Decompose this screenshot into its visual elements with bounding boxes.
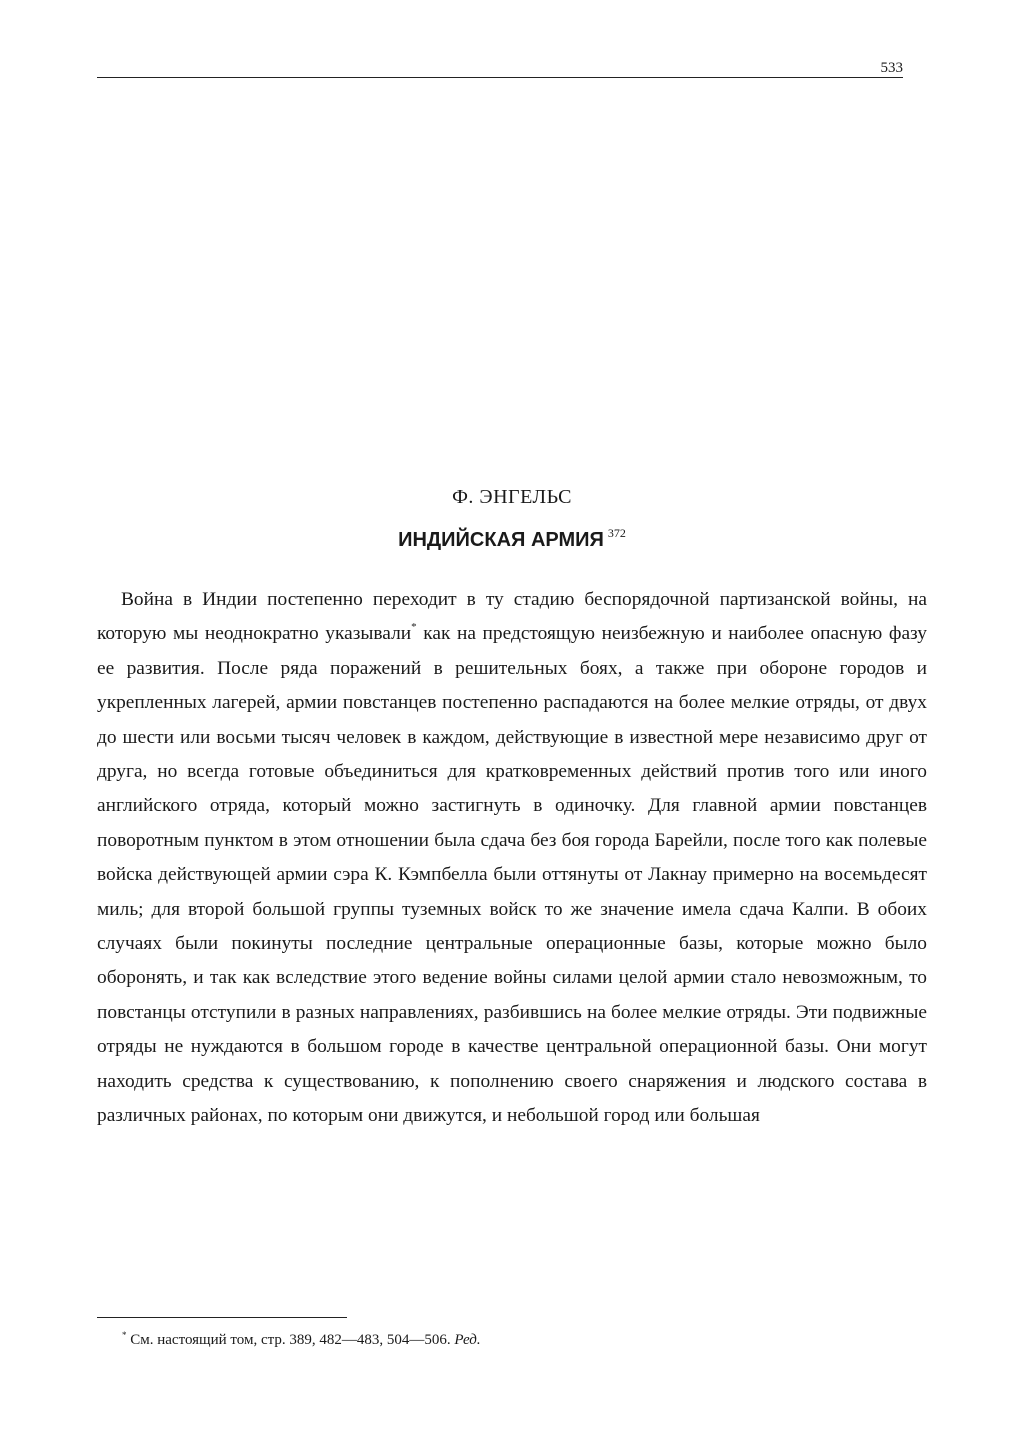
- article-title: ИНДИЙСКАЯ АРМИЯ: [398, 529, 604, 551]
- footnote-rule: [97, 1317, 347, 1318]
- body-text-part-2: как на предстоящую неизбежную и наиболее опасную фазу ее развития. После ряда поражений в решительных боях, а также при обороне городов и укрепленных лагерей, армии повстанцев постепенно распадаются на более мелкие отряды, от двух до шести или восьми тысяч человек в каждом, действующие в известной мере независимо друг от друга, но всегда готовые объединиться для кратковременных действий против того или иного английского отряда, который можно застигнуть в одиночку. Для главной армии повстанцев поворотным пунктом в этом отношении была сдача без боя города Барейли, после того как полевые войска действующей армии сэра К. Кэмпбелла были оттянуты от Лакнау примерно на восемьдесят миль; для второй большой группы туземных войск то же значение имела сдача Калпи. В обоих случаях были покинуты последние центральные операционные базы, которые можно было оборонять, и так как вследствие этого ведение войны силами целой армии стало невозможным, то повстанцы отступили в разных направлениях, разбившись на более мелкие отряды. Эти подвижные отряды не нуждаются в большом городе в качестве центральной операционной базы. Они могут находить средства к существованию, к пополнению своего снаряжения и людского состава в различных районах, по которым они движутся, и небольшой город или большая: [97, 623, 927, 1127]
- page-number: 533: [880, 60, 903, 76]
- author-name: Ф. ЭНГЕЛЬС: [452, 486, 572, 508]
- article-title-line: [0, 526, 1024, 552]
- footnote: [122, 1330, 481, 1350]
- body-paragraph: [97, 583, 927, 1134]
- footnote-editor-mark: Ред.: [454, 1332, 481, 1348]
- footnote-marker: *: [122, 1330, 127, 1340]
- body-text-part-1: Война в Индии постепенно переходит в ту стадию беспорядочной партизанской войны, на которую мы неоднократно указывали: [97, 589, 927, 645]
- footnote-reference: *: [411, 621, 417, 634]
- header-rule: [97, 77, 903, 78]
- title-note-reference: 372: [607, 526, 626, 540]
- footnote-text: См. настоящий том, стр. 389, 482—483, 504—506.: [126, 1332, 455, 1348]
